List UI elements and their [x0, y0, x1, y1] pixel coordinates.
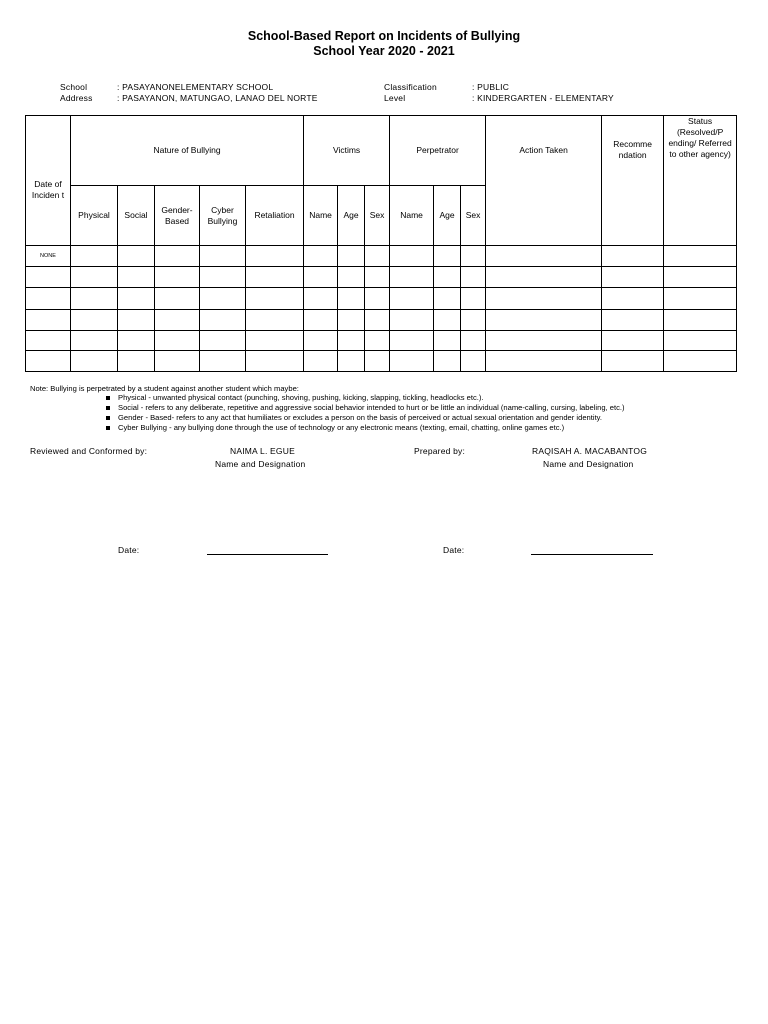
victim-age-header: Age — [338, 186, 365, 246]
cyber-bullying-header: Cyber Bullying — [200, 186, 246, 246]
perpetrator-age-header: Age — [434, 186, 461, 246]
list-item: Social - refers to any deliberate, repetitive and aggressive social behavior intended to hurt or be little an individual (name-calling, cursing, labeling, etc.) — [104, 403, 625, 413]
victim-name-header: Name — [304, 186, 338, 246]
social-header: Social — [118, 186, 155, 246]
report-title: School-Based Report on Incidents of Bullying — [247, 29, 521, 43]
reviewer-designation: Name and Designation — [215, 459, 306, 469]
incident-table — [25, 115, 737, 372]
address-label: Address — [60, 93, 93, 103]
table-row — [26, 351, 737, 372]
date-of-incident-header: Date of Inciden t — [26, 116, 71, 246]
retaliation-header: Retaliation — [246, 186, 304, 246]
list-item: Cyber Bullying - any bullying done through the use of technology or any electronic means (texting, email, chatting, online games etc.) — [104, 423, 625, 433]
school-label: School — [60, 82, 88, 92]
school-value: : PASAYANONELEMENTARY SCHOOL — [117, 82, 274, 92]
level-value: : KINDERGARTEN - ELEMENTARY — [472, 93, 614, 103]
table-row — [26, 288, 737, 310]
table-row — [26, 246, 737, 267]
perpetrator-header: Perpetrator — [390, 116, 486, 186]
status-header: Status (Resolved/P ending/ Referred to other agency) — [664, 116, 737, 246]
perpetrator-sex-header: Sex — [461, 186, 486, 246]
table-row — [26, 331, 737, 351]
reviewer-name: NAIMA L. EGUE — [230, 446, 295, 456]
date-line-left — [207, 554, 328, 555]
reviewed-label: Reviewed and Conformed by: — [30, 446, 148, 456]
victims-header: Victims — [304, 116, 390, 186]
classification-value: : PUBLIC — [472, 82, 510, 92]
date-label-left: Date: — [118, 545, 140, 555]
perpetrator-name-header: Name — [390, 186, 434, 246]
incident-date-cell: NONE — [26, 246, 71, 267]
date-label-right: Date: — [443, 545, 465, 555]
physical-header: Physical — [71, 186, 118, 246]
preparer-designation: Name and Designation — [543, 459, 634, 469]
nature-of-bullying-header: Nature of Bullying — [71, 116, 304, 186]
action-taken-header: Action Taken — [486, 116, 602, 246]
table-row — [26, 267, 737, 288]
list-item: Gender - Based- refers to any act that humiliates or excludes a person on the basis of perceived or actual sexual orientation and gender identity. — [104, 413, 625, 423]
date-line-right — [531, 554, 653, 555]
classification-label: Classification — [384, 82, 437, 92]
bullying-definitions — [104, 393, 625, 433]
level-label: Level — [384, 93, 406, 103]
recommendation-header: Recomme ndation — [602, 116, 664, 246]
address-value: : PASAYANON, MATUNGAO, LANAO DEL NORTE — [117, 93, 318, 103]
bullying-note: Note: Bullying is perpetrated by a student against another student which maybe: — [30, 384, 299, 393]
table-row — [26, 310, 737, 331]
victim-sex-header: Sex — [365, 186, 390, 246]
gender-based-header: Gender-Based — [155, 186, 200, 246]
list-item: Physical - unwanted physical contact (punching, shoving, pushing, kicking, slapping, tickling, headlocks etc.). — [104, 393, 625, 403]
preparer-name: RAQISAH A. MACABANTOG — [532, 446, 648, 456]
prepared-label: Prepared by: — [414, 446, 466, 456]
school-year-subtitle: School Year 2020 - 2021 — [313, 44, 455, 58]
